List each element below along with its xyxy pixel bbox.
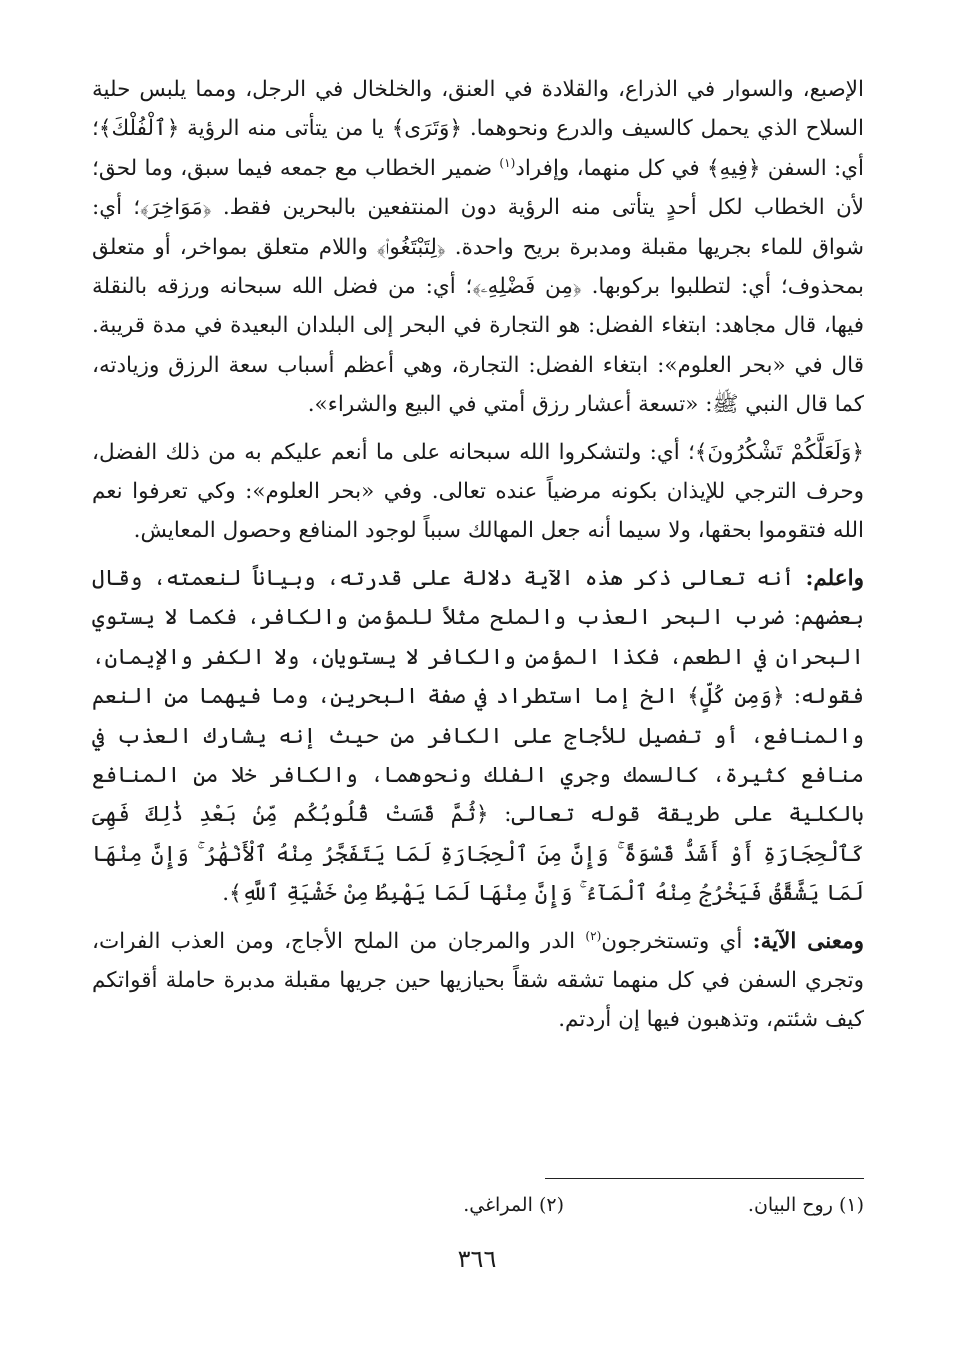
text-run: ؛ أي: السفن — [92, 116, 864, 181]
text-run: الدر والمرجان من الملح الأجاج، ومن العذب الفرات، وتجري السفن في كل منهما تشقه شقاً بحيازيها حين جريها مقبلة مدبرة حاملة أقواتكم كيف شئتم، وتذهبون فيها إن أردتم. — [92, 928, 864, 1033]
footnote-1 — [748, 1190, 864, 1220]
text-run: ؛ أي: ولتشكروا الله سبحانه على ما أنعم عليكم به من ذلك الفضل، وحرف الترجي للإيذان بكونه مرضياً عنده تعالى. وفي «بحر العلوم»: وكي تعرفوا نعم الله فتقوموا بحقها، ولا سيما أنه جعل المهالك سبباً لوجود المنافع وحصول المعايش. — [92, 439, 864, 544]
footnote-ref: (١) — [499, 155, 516, 170]
quran-quote: ﴿وَلَعَلَّكُمْ تَشْكُرُونَ﴾ — [694, 439, 864, 465]
bold-heading: واعلم: — [805, 565, 864, 591]
quran-quote: ﴿وَمِن كُلٍّ﴾ — [687, 684, 785, 710]
text-run: يا من يتأتى منه الرؤية — [179, 116, 392, 142]
paragraph-1 — [92, 70, 864, 425]
quran-quote: ﴿لِتَبْتَغُوا۟﴾ — [376, 234, 446, 260]
page-number: ٣٦٦ — [457, 1245, 497, 1273]
text-run: أي وتستخرجون — [601, 928, 753, 954]
text-run: ؛ أي: من فضل الله سبحانه ورزقه بالنقلة فيها، قال مجاهد: ابتغاء الفضل: هو التجارة في البحر إلى البلدان البعيدة في مدة قريبة. قال في «بحر العلوم»: ابتغاء الفضل: التجارة، وهي أعظم أسباب سعة الرزق وزيادته، كما قال النبي ﷺ: «تسعة أعشار رزق أمتي في البيع والشراء». — [92, 274, 864, 418]
quran-quote: ﴿فِيهِ﴾ — [706, 155, 761, 181]
quran-quote: ﴿وَتَرَى﴾ — [391, 116, 462, 142]
text-run: الإصبع، والسوار في الذراع، والقلادة في العنق، والخلخال في الرجل، ومما يلبس حلية السلاح الذي يحمل كالسيف والدرع ونحوهما. — [92, 77, 864, 142]
footnote-ref: (٢) — [585, 928, 602, 943]
footnote-text: روح البيان. — [747, 1194, 833, 1216]
paragraph-4 — [92, 922, 864, 1040]
quran-quote: ﴿ثُمَّ قَسَتْ قُلُوبُكُم مِّنۢ بَعْدِ ذَٰلِكَ فَهِىَ كَٱلْحِجَارَةِ أَوْ أَشَدُّ قَسْوَةً ۚ وَإِنَّ مِنَ ٱلْحِجَارَةِ لَمَا يَتَفَجَّرُ مِنْهُ ٱلْأَنْهَٰرُ ۚ وَإِنَّ مِنْهَا لَمَا يَشَّقَّقُ فَيَخْرُجُ مِنْهُ ٱلْمَآءُ ۚ وَإِنَّ مِنْهَا لَمَا يَهْبِطُ مِنْ خَشْيَةِ ٱللَّهِ﴾ — [92, 802, 864, 907]
main-text — [92, 70, 864, 1040]
quran-quote: ﴿مِن فَضْلِهِۦ﴾ — [472, 274, 582, 300]
text-run: الخ إما استطراد في صفة البحرين، وما فيهما من النعم والمنافع، أو تفصيل للأجاج على الكافر من حيث إنه يشارك العذب في منافع كثيرة، كالسمك وجري الفلك ونحوهما، والكافر خلا من المنافع بالكلية على طريقة قوله تعالى: — [92, 684, 864, 828]
quran-quote: ﴿ٱلْفُلْكَ﴾ — [98, 116, 180, 142]
text-run: . — [222, 881, 230, 907]
text-run: واللام متعلق بمواخر، أو متعلق بمحذوف؛ أي: لتطلبوا بركوبها. — [92, 234, 865, 300]
footnote-2 — [463, 1190, 564, 1220]
footnote-separator — [545, 1178, 864, 1179]
footnote-text: المراغي. — [463, 1194, 533, 1216]
paragraph-2 — [92, 433, 864, 551]
bold-heading: ومعنى الآية: — [752, 928, 864, 954]
text-run: ضمير الخطاب مع جمعه فيما سبق، وما لحق؛ لأن الخطاب لكل أحدٍ يتأتى منه الرؤية دون المنتفعين بالبحرين فقط. — [92, 155, 865, 221]
paragraph-3 — [92, 559, 864, 914]
text-run: في كل منهما، وإفراد — [515, 155, 707, 181]
text-run: أنه تعالى ذكر هذه الآية دلالة على قدرته، وبياناً لنعمته، وقال بعضهم: ضرب البحر العذب والملح مثلاً للمؤمن والكافر، فكما لا يستوي البحران في الطعم، فكذا المؤمن والكافر لا يستويان، ولا الكفر والإيمان، فقوله: — [92, 565, 864, 710]
footnote-number: (٢) — [538, 1194, 564, 1216]
footnote-number: (١) — [838, 1194, 864, 1216]
text-run: ؛ أي: شواق للماء بجريها مقبلة ومدبرة بريح واحدة. — [92, 195, 864, 260]
quran-quote: ﴿مَوَاخِرَ﴾ — [140, 195, 212, 221]
